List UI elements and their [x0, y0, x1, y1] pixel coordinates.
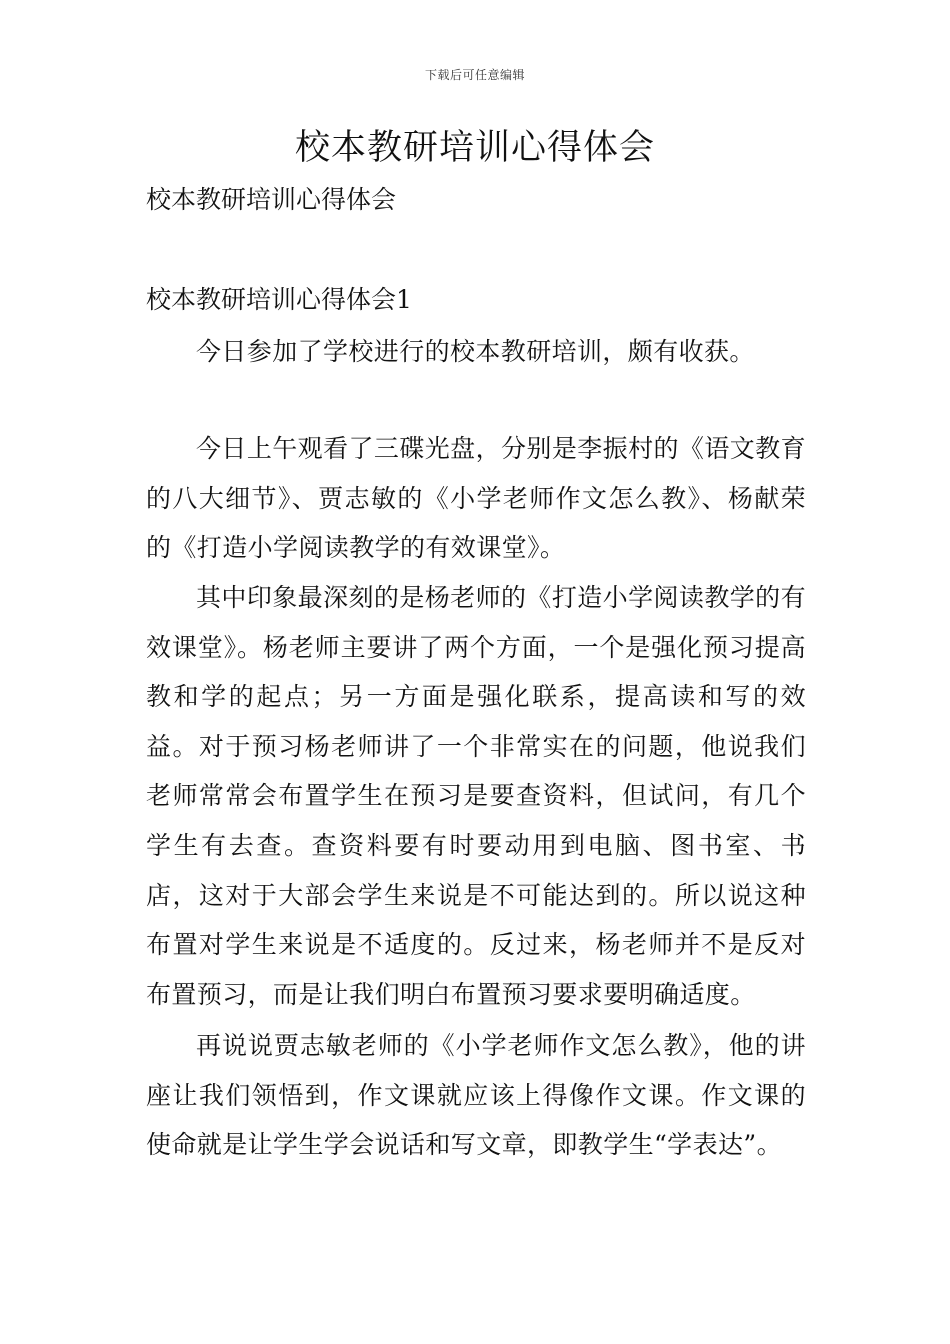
section-heading: 校本教研培训心得体会1 [146, 285, 412, 314]
document-subtitle: 校本教研培训心得体会 [146, 185, 397, 214]
document-title: 校本教研培训心得体会 [294, 128, 655, 168]
header-note: 下载后可任意编辑 [424, 68, 525, 82]
paragraph-4: 再说说贾志敏老师的《小学老师作文怎么教》，他的讲座让我们领悟到，作文课就应该上得像作文课。作文课的使命就是让学生学会说话和写文章，即教学生“学表达”。 [146, 1031, 806, 1160]
paragraph-3: 其中印象最深刻的是杨老师的《打造小学阅读教学的有效课堂》。杨老师主要讲了两个方面，一个是强化预习提高教和学的起点；另一方面是强化联系，提高读和写的效益。对于预习杨老师讲了一个非常实在的问题，他说我们老师常常会布置学生在预习是要查资料，但试问，有几个学生有去查。查资料要有时要动用到电脑、图书室、书店，这对于大部会学生来说是不可能达到的。所以说这种布置对学生来说是不适度的。反过来，杨老师并不是反对布置预习，而是让我们明白布置预习要求要明确适度。 [146, 583, 806, 1009]
paragraph-1: 今日参加了学校进行的校本教研培训，颇有收获。 [196, 337, 755, 366]
paragraph-2: 今日上午观看了三碟光盘，分别是李振村的《语文教育的八大细节》、贾志敏的《小学老师作文怎么教》、杨献荣的《打造小学阅读教学的有效课堂》。 [146, 434, 806, 563]
